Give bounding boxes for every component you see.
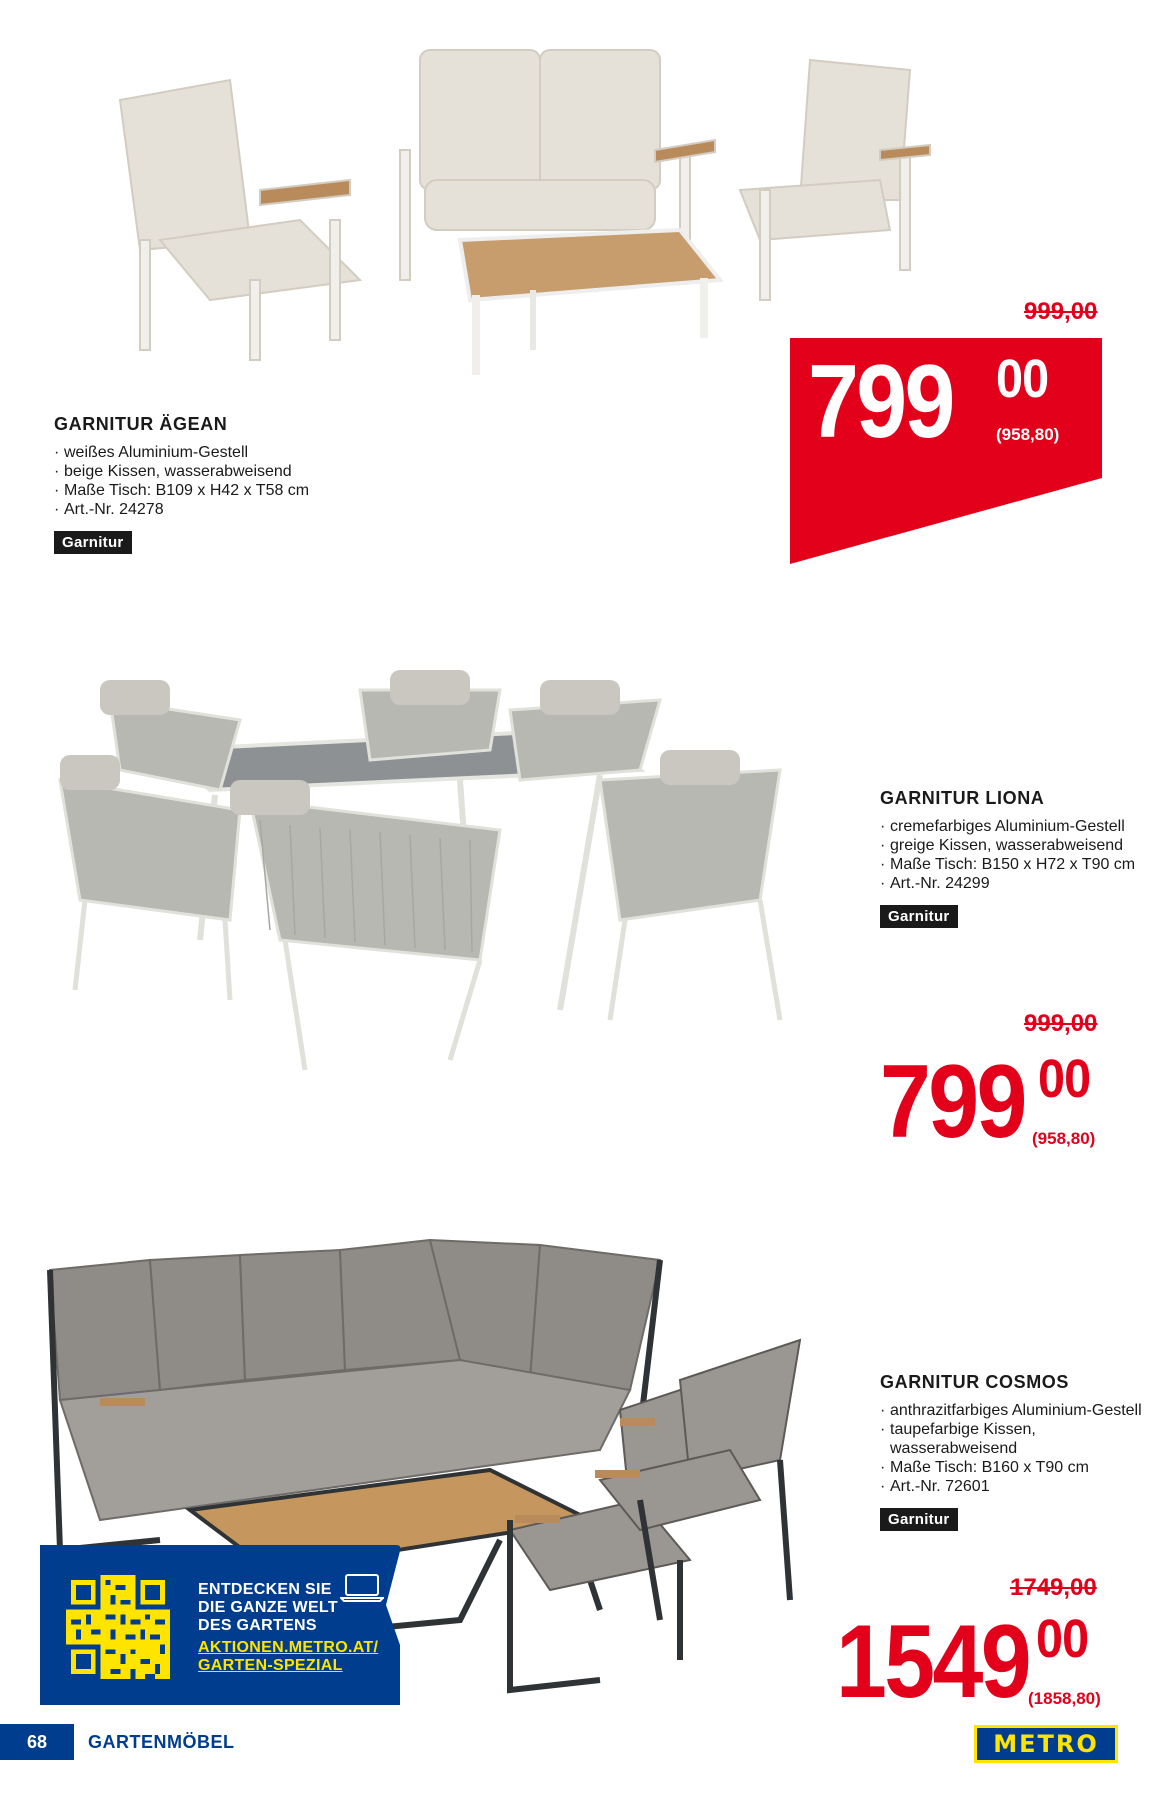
product-title: GARNITUR LIONA (880, 788, 1045, 808)
old-price: 999,00 (1024, 1010, 1098, 1037)
old-price: 1749,00 (1010, 1574, 1097, 1601)
qr-code[interactable] (66, 1575, 170, 1679)
product-title: GARNITUR COSMOS (880, 1372, 1069, 1392)
price-tag (880, 1044, 1110, 1162)
price-main: 799 (808, 344, 953, 460)
feature-item: · Maße Tisch: B150 x H72 x T90 cm (880, 855, 1140, 874)
price-cents: 00 (1038, 1049, 1091, 1109)
feature-item: · Art.-Nr. 24278 (54, 500, 474, 519)
price-tag (808, 344, 1108, 462)
feature-item: · Maße Tisch: B109 x H42 x T58 cm (54, 481, 474, 500)
feature-item: · greige Kissen, wasserabweisend (880, 836, 1140, 855)
feature-list (54, 443, 474, 519)
price-main: 799 (880, 1044, 1025, 1160)
promo-line: ENTDECKEN SIE (198, 1581, 332, 1598)
feature-item: · weißes Aluminium-Gestell (54, 443, 474, 462)
metro-logo (974, 1725, 1118, 1763)
feature-item: · Maße Tisch: B160 x T90 cm (880, 1458, 1160, 1477)
price-main: 1549 (836, 1604, 1030, 1720)
feature-item: · Art.-Nr. 72601 (880, 1477, 1160, 1496)
price-net: (958,80) (996, 425, 1060, 444)
promo-banner[interactable] (40, 1545, 400, 1705)
feature-item: · beige Kissen, wasserabweisend (54, 462, 474, 481)
category-badge: Garnitur (880, 1508, 958, 1531)
feature-list (880, 1401, 1160, 1496)
logo-text: METRO (993, 1730, 1099, 1758)
laptop-icon (340, 1573, 384, 1603)
product-image-liona (40, 660, 840, 1090)
promo-link-line[interactable]: GARTEN-SPEZIAL (198, 1657, 343, 1674)
price-cents: 00 (1036, 1609, 1089, 1669)
section-title: GARTENMÖBEL (88, 1732, 235, 1752)
feature-list (880, 817, 1140, 893)
old-price: 999,00 (1024, 298, 1098, 325)
product-info-agean (54, 414, 474, 554)
price-cents: 00 (996, 349, 1049, 409)
price-net: (958,80) (1032, 1129, 1096, 1148)
product-info-liona (880, 788, 1140, 928)
feature-item: · anthrazitfarbiges Aluminium-Gestell (880, 1401, 1160, 1420)
product-info-cosmos (880, 1372, 1160, 1531)
promo-line: DES GARTENS (198, 1617, 317, 1634)
promo-link-line[interactable]: AKTIONEN.METRO.AT/ (198, 1639, 379, 1656)
category-badge: Garnitur (880, 905, 958, 928)
feature-item: · cremefarbiges Aluminium-Gestell (880, 817, 1140, 836)
product-title: GARNITUR ÄGEAN (54, 414, 228, 434)
feature-item: · taupefarbige Kissen, wasserabweisend (880, 1420, 1160, 1458)
page-number: 68 (0, 1724, 74, 1760)
price-tag (836, 1604, 1136, 1722)
price-net: (1858,80) (1028, 1689, 1101, 1708)
promo-link[interactable] (198, 1639, 378, 1675)
promo-line: DIE GANZE WELT (198, 1599, 338, 1616)
category-badge: Garnitur (54, 531, 132, 554)
feature-item: · Art.-Nr. 24299 (880, 874, 1140, 893)
